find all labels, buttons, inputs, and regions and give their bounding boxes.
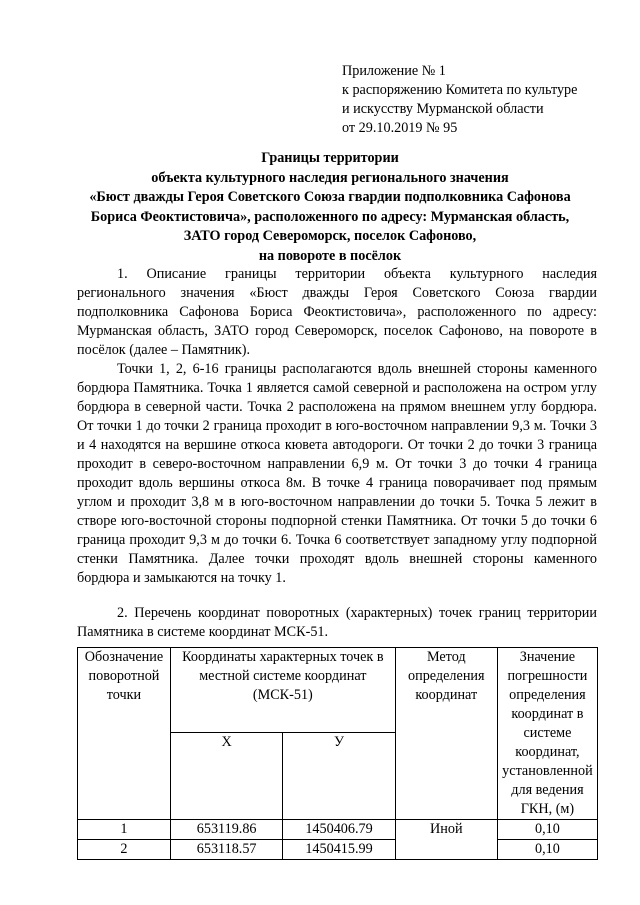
header-point: Обозначение поворотной точки <box>78 648 171 820</box>
cell-method: Иной <box>395 820 497 860</box>
coordinates-table <box>77 647 598 860</box>
header-y: У <box>283 732 395 819</box>
boundary-description <box>77 265 597 588</box>
title-line: ЗАТО город Североморск, поселок Сафоново, <box>183 228 477 244</box>
header-method: Метод определения координат <box>395 648 497 820</box>
appendix-line: к распоряжению Комитета по культуре <box>342 82 578 98</box>
paragraph: 1. Описание границы территории объекта культурного наследия регионального значения «Бюст дважды Героя Советского Союза гвардии подполковника Сафонова Бориса Феоктистовича», расположенного по адресу: Мурманская область, ЗАТО город Североморск, поселок Сафоново, на повороте в посёлок (далее – Памятник). <box>77 266 597 358</box>
appendix-line: Приложение № 1 <box>342 63 446 79</box>
appendix-line: и искусству Мурманской области <box>342 101 544 117</box>
header-coordinates: Координаты характерных точек в местной системе координат (МСК-51) <box>170 648 395 733</box>
table-row <box>78 840 598 860</box>
header-x: X <box>170 732 282 819</box>
paragraph: Точки 1, 2, 6-16 границы располагаются вдоль внешней стороны каменного бордюра Памятника. Точка 1 является самой северной и расположена на остром углу бордюра в северной части. Точка 2 расположена на прямом внешнем углу бордюра. От точки 1 до точки 2 граница проходит в юго-восточном направлении 9,3 м. Точки 3 и 4 находятся на вершине откоса кювета автодороги. От точки 2 до точки 3 граница проходит в северо-восточном направлении 6,9 м. От точки 3 до точки 4 граница проходит вдоль вершины откоса 8м. В точке 4 граница поворачивает под прямым углом и проходит 3,8 м в юго-восточном направлении до точки 5. Точка 5 лежит в створе юго-восточной стороны подпорной стенки Памятника. От точки 5 до точки 6 граница проходит 9,3 м до точки 6. Точка 6 соответствует западному углу подпорной стенки Памятника. Далее точки проходят вдоль внешней стороны каменного бордюра и замыкаются на точку 1. <box>77 361 597 586</box>
title-line: Бориса Феоктистовича», расположенного по адресу: Мурманская область, <box>90 208 570 225</box>
header-error: Значение погрешности определения координат в системе координат, установленной для ведения ГКН, (м) <box>497 648 597 820</box>
paragraph: 2. Перечень координат поворотных (характерных) точек границ территории Памятника в системе координат МСК-51. <box>77 605 597 640</box>
cell-x: 653119.86 <box>170 820 282 840</box>
cell-y: 1450415.99 <box>283 840 395 860</box>
title-line: объекта культурного наследия регионального значения <box>151 169 509 186</box>
title-line: «Бюст дважды Героя Советского Союза гвардии подполковника Сафонова <box>89 189 571 205</box>
appendix-line: от 29.10.2019 № 95 <box>342 120 458 136</box>
appendix-header <box>342 62 632 138</box>
cell-y: 1450406.79 <box>283 820 395 840</box>
cell-point: 2 <box>78 840 171 860</box>
title-line: на повороте в посёлок <box>258 247 402 264</box>
table-header-row <box>78 648 598 733</box>
cell-error: 0,10 <box>497 820 597 840</box>
cell-x: 653118.57 <box>170 840 282 860</box>
coordinates-intro <box>77 604 597 642</box>
cell-error: 0,10 <box>497 840 597 860</box>
title-line: Границы территории <box>261 150 399 166</box>
document-title <box>60 149 600 266</box>
cell-point: 1 <box>78 820 171 840</box>
table-row <box>78 820 598 840</box>
